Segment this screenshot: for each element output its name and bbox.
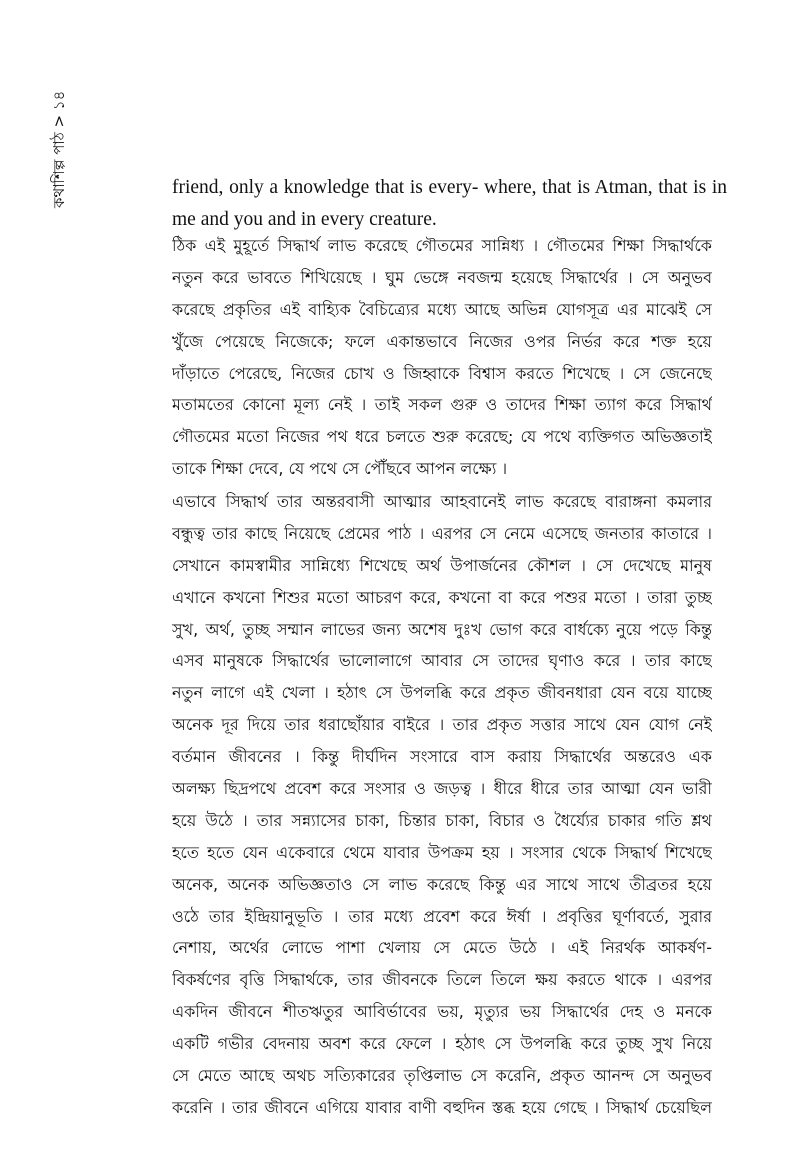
text-line: অলক্ষ্য ছিদ্রপথে প্রবেশ করে সংসার ও জড়ত্ব । ধীরে ধীরে তার আত্মা যেন ভারী — [172, 779, 712, 799]
text-line: নতুন লাগে এই খেলা । হঠাৎ সে উপলব্ধি করে প্রকৃত জীবনধারা যেন বয়ে যাচ্ছে — [172, 683, 712, 703]
text-line: এসব মানুষকে সিদ্ধার্থের ভালোলাগে আবার সে তাদের ঘৃণাও করে । তার কাছে — [172, 651, 712, 671]
text-line: এভাবে সিদ্ধার্থ তার অন্তরবাসী আত্মার আহবানেই লাভ করেছে বারাঙ্গনা কমলার — [172, 492, 712, 511]
quote-line: me and you and in every creature. — [172, 208, 437, 230]
text-line: এখানে কখনো শিশুর মতো আচরণ করে, কখনো বা করে পশুর মতো । তারা তুচ্ছ — [172, 587, 712, 607]
text-line: অনেক দূর দিয়ে তার ধরাছোঁয়ার বাইরে । তার প্রকৃত সত্তার সাথে যেন যোগ নেই — [172, 715, 712, 735]
english-quote — [172, 172, 727, 236]
text-line: একদিন জীবনে শীতঋতুর আবির্ভাবের ভয়, মৃত্যুর ভয় সিদ্ধার্থের দেহ ও মনকে — [172, 1002, 712, 1022]
text-line: মতামতের কোনো মূল্য নেই । তাই সকল গুরু ও তাদের শিক্ষা ত্যাগ করে সিদ্ধার্থ — [172, 395, 712, 415]
running-head — [10, 60, 80, 220]
text-line: বন্ধুত্ব তার কাছে নিয়েছে প্রেমের পাঠ । এরপর সে নেমে এসেছে জনতার কাতারে । — [172, 523, 712, 543]
text-line: গৌতমের মতো নিজের পথ ধরে চলতে শুরু করেছে; যে পথে ব্যক্তিগত অভিজ্ঞতাই — [172, 427, 712, 447]
text-line: দাঁড়াতে পেরেছে, নিজের চোখ ও জিহ্বাকে বিশ্বাস করতে শিখেছে । সে জেনেছে — [172, 363, 712, 383]
text-line: করেনি । তার জীবনে এগিয়ে যাবার বাণী বহুদিন স্তব্ধ হয়ে গেছে । সিদ্ধার্থ চেয়েছিল — [172, 1097, 712, 1117]
text-line: খুঁজে পেয়েছে নিজেকে; ফলে একান্তভাবে নিজের ওপর নির্ভর করে শক্ত হয়ে — [172, 331, 712, 351]
text-line: বর্তমান জীবনের । কিন্তু দীর্ঘদিন সংসারে বাস করায় সিদ্ধার্থের অন্তরেও এক — [172, 747, 712, 767]
text-line: সুখ, অর্থ, তুচ্ছ সম্মান লাভের জন্য অশেষ দুঃখ ভোগ করে বার্ধক্যে নুয়ে পড়ে কিন্তু — [172, 619, 712, 639]
text-line: নতুন করে ভাবতে শিখিয়েছে । ঘুম ভেঙ্গে নবজন্ম হয়েছে সিদ্ধার্থের । সে অনুভব — [172, 267, 712, 287]
text-line: নেশায়, অর্থের লোভে পাশা খেলায় সে মেতে উঠে । এই নিরর্থক আকর্ষণ- — [172, 938, 712, 958]
text-line: সে মেতে আছে অথচ সত্যিকারের তৃপ্তিলাভ সে করেনি, প্রকৃত আনন্দ সে অনুভব — [172, 1066, 712, 1086]
text-line: সেখানে কামস্বামীর সান্নিধ্যে শিখেছে অর্থ উপার্জনের কৌশল । সে দেখেছে মানুষ — [172, 555, 712, 575]
text-line: ঠিক এই মুহূর্তে সিদ্ধার্থ লাভ করেছে গৌতমের সান্নিধ্য । গৌতমের শিক্ষা সিদ্ধার্থকে — [172, 236, 712, 255]
paragraph-2 — [172, 486, 712, 1124]
running-head-text: কথাশিল্প পাঠ > ১৪ — [50, 90, 68, 208]
text-line: অনেক, অনেক অভিজ্ঞতাও সে লাভ করেছে কিন্তু এর সাথে সাথে তীব্রতর হয়ে — [172, 874, 712, 894]
text-line: তাকে শিক্ষা দেবে, যে পথে সে পৌঁছবে আপন লক্ষ্যে । — [172, 459, 508, 479]
text-line: হয়ে উঠে । তার সন্ন্যাসের চাকা, চিন্তার চাকা, বিচার ও ধৈর্য্যের চাকার গতি শ্লথ — [172, 810, 712, 830]
text-line: বিকর্ষণের বৃত্তি সিদ্ধার্থকে, তার জীবনকে তিলে তিলে ক্ষয় করতে থাকে । এরপর — [172, 970, 712, 990]
quote-line: friend, only a knowledge that is every- where, that is Atman, that is in — [172, 177, 727, 198]
text-line: হতে হতে যেন একেবারে থেমে যাবার উপক্রম হয় । সংসার থেকে সিদ্ধার্থ শিখেছে — [172, 842, 712, 862]
text-line: ওঠে তার ইন্দ্রিয়ানুভূতি । তার মধ্যে প্রবেশ করে ঈর্ষা । প্রবৃত্তির ঘূর্ণাবর্তে, সুরার — [172, 906, 712, 926]
text-line: করেছে প্রকৃতির এই বাহ্যিক বৈচিত্র্যের মধ্যে আছে অভিন্ন যোগসূত্র এর মাঝেই সে — [172, 299, 712, 319]
paragraph-1 — [172, 230, 712, 485]
text-line: একটি গভীর বেদনায় অবশ করে ফেলে । হঠাৎ সে উপলব্ধি করে তুচ্ছ সুখ নিয়ে — [172, 1034, 712, 1054]
